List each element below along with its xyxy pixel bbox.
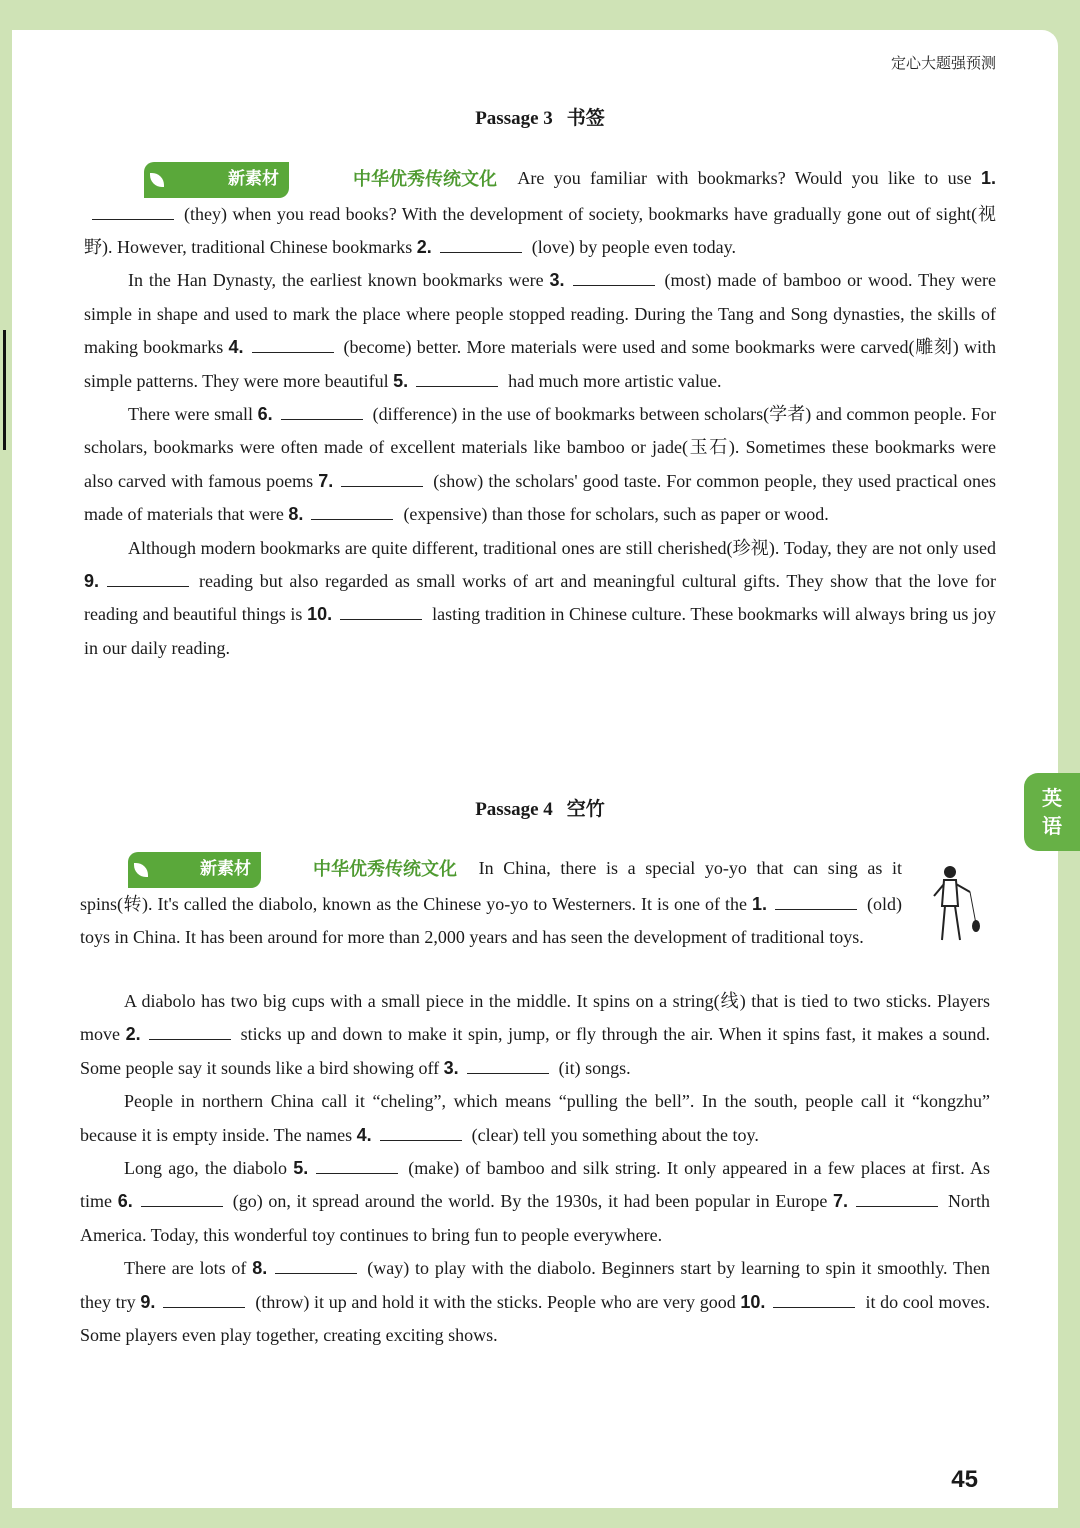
question-number: 9. <box>84 571 100 592</box>
passage-3-label: Passage 3 <box>475 108 553 129</box>
answer-blank-p4-8[interactable] <box>275 1255 357 1274</box>
passage-4-label: Passage 4 <box>475 799 553 820</box>
passage-3-paragraph-1: 新素材 中华优秀传统文化 Are you familiar with bookmarks? Would you like to use 1.(they) when you read books? With the development of society, bookmarks have gradually gone out of sight(视野). However, traditional Chinese bookmarks 2. (love) by people even today. <box>84 162 996 264</box>
answer-blank-p4-1[interactable] <box>775 891 857 910</box>
question-number: 2. <box>125 1024 141 1045</box>
tag-topic: 中华优秀传统文化 <box>353 169 497 191</box>
passage-4-title <box>0 794 1080 821</box>
question-number: 7. <box>833 1191 849 1212</box>
question-number: 1. <box>752 893 768 914</box>
passage-3-body <box>84 162 996 665</box>
answer-blank-p4-4[interactable] <box>380 1122 462 1141</box>
answer-blank-6[interactable] <box>281 401 363 420</box>
answer-blank-p4-2[interactable] <box>149 1021 231 1040</box>
answer-blank-10[interactable] <box>340 601 422 620</box>
answer-blank-p4-5[interactable] <box>316 1155 398 1174</box>
question-number: 4. <box>228 337 244 358</box>
answer-blank-p4-7[interactable] <box>856 1188 938 1207</box>
passage-4-paragraph-2: A diabolo has two big cups with a small piece in the middle. It spins on a string(线) that is tied to two sticks. Players move 2. sticks up and down to make it spin, jump, or fly through the air. When it spins fast, it makes a sound. Some people say it sounds like a bird showing off 3. (it) songs. <box>80 991 990 1078</box>
question-number: 9. <box>140 1291 156 1312</box>
new-material-tag <box>144 162 497 197</box>
tag-topic: 中华优秀传统文化 <box>313 859 457 881</box>
answer-blank-8[interactable] <box>311 501 393 520</box>
question-number: 3. <box>549 270 565 291</box>
binding-mark <box>3 330 6 450</box>
passage-4-paragraph-3: People in northern China call it “cheling”, which means “pulling the bell”. In the south, people call it “kongzhu” because it is empty inside. The names 4. (clear) tell you something about the toy. <box>80 1091 990 1145</box>
question-number: 3. <box>443 1057 459 1078</box>
question-number: 10. <box>740 1291 766 1312</box>
passage-4-paragraph-1: 新素材 中华优秀传统文化 In China, there is a special yo-yo that can sing as it spins(转). It's called the diabolo, known as the Chinese yo-yo to Westerners. It is one of the 1. (old) toys in China. It has been around for more than 2,000 years and has seen the development of traditional toys. <box>80 852 902 954</box>
leaf-icon <box>150 173 164 187</box>
answer-blank-4[interactable] <box>252 334 334 353</box>
question-number: 7. <box>318 470 334 491</box>
new-material-tag <box>128 852 457 887</box>
passage-4-cn-title: 空竹 <box>566 798 605 820</box>
passage-4-paragraph-5: There are lots of 8. (way) to play with the diabolo. Beginners start by learning to spin it smoothly. Then they try 9. (throw) it up and hold it with the sticks. People who are very good 10. it do cool moves. Some players even play together, creating exciting shows. <box>80 1252 990 1352</box>
page-number: 45 <box>951 1466 978 1493</box>
answer-blank-3[interactable] <box>573 267 655 286</box>
passage-3-cn-title: 书签 <box>566 107 605 129</box>
question-number: 5. <box>293 1158 309 1179</box>
tag-badge: 新素材 <box>128 852 261 887</box>
question-number: 8. <box>288 504 304 525</box>
diabolo-player-illustration <box>930 862 980 946</box>
answer-blank-p4-9[interactable] <box>163 1289 245 1308</box>
passage-4-intro <box>80 852 902 954</box>
answer-blank-p4-6[interactable] <box>141 1188 223 1207</box>
answer-blank-p4-10[interactable] <box>773 1289 855 1308</box>
question-number: 4. <box>356 1124 372 1145</box>
leaf-icon <box>134 863 148 877</box>
question-number: 5. <box>393 370 409 391</box>
answer-blank-2[interactable] <box>440 234 522 253</box>
series-title: 定心大题强预测 <box>890 54 996 72</box>
question-number: 6. <box>257 404 273 425</box>
tag-badge: 新素材 <box>144 162 289 197</box>
question-number: 2. <box>416 236 432 257</box>
answer-blank-1[interactable] <box>92 201 174 220</box>
answer-blank-7[interactable] <box>341 468 423 487</box>
question-number: 6. <box>117 1191 133 1212</box>
question-number: 8. <box>252 1258 268 1279</box>
passage-4-body <box>80 985 990 1352</box>
passage-3-paragraph-3: There were small 6. (difference) in the use of bookmarks between scholars(学者) and common people. For scholars, bookmarks were often made of excellent materials like bamboo or jade(玉石). Sometimes these bookmarks were also carved with famous poems 7. (show) the scholars' good taste. For common people, they used practical ones made of materials that were 8. (expensive) than those for scholars, such as paper or wood. <box>84 398 996 532</box>
passage-4-paragraph-4: Long ago, the diabolo 5. (make) of bamboo and silk string. It only appeared in a few places at first. As time 6. (go) on, it spread around the world. By the 1930s, it had been popular in Europe 7. North America. Today, this wonderful toy continues to bring fun to people everywhere. <box>80 1152 990 1252</box>
passage-3-paragraph-2: In the Han Dynasty, the earliest known bookmarks were 3. (most) made of bamboo or wood. They were simple in shape and used to mark the place where people stopped reading. During the Tang and Song dynasties, the skills of making bookmarks 4. (become) better. More materials were used and some bookmarks were carved(雕刻) with simple patterns. They were more beautiful 5. had much more artistic value. <box>84 264 996 398</box>
passage-3-title <box>0 103 1080 130</box>
passage-3-paragraph-4: Although modern bookmarks are quite different, traditional ones are still cherished(珍视). Today, they are not only used 9. reading but also regarded as small works of art and meaningful cultural gifts. They show that the love for reading and beautiful things is 10. lasting tradition in Chinese culture. These bookmarks will always bring us joy in our daily reading. <box>84 537 996 658</box>
answer-blank-p4-3[interactable] <box>467 1055 549 1074</box>
question-number: 10. <box>307 604 333 625</box>
answer-blank-9[interactable] <box>107 568 189 587</box>
answer-blank-5[interactable] <box>416 368 498 387</box>
question-number: 1. <box>980 168 996 188</box>
subject-tab: 英 语 <box>1024 773 1080 851</box>
